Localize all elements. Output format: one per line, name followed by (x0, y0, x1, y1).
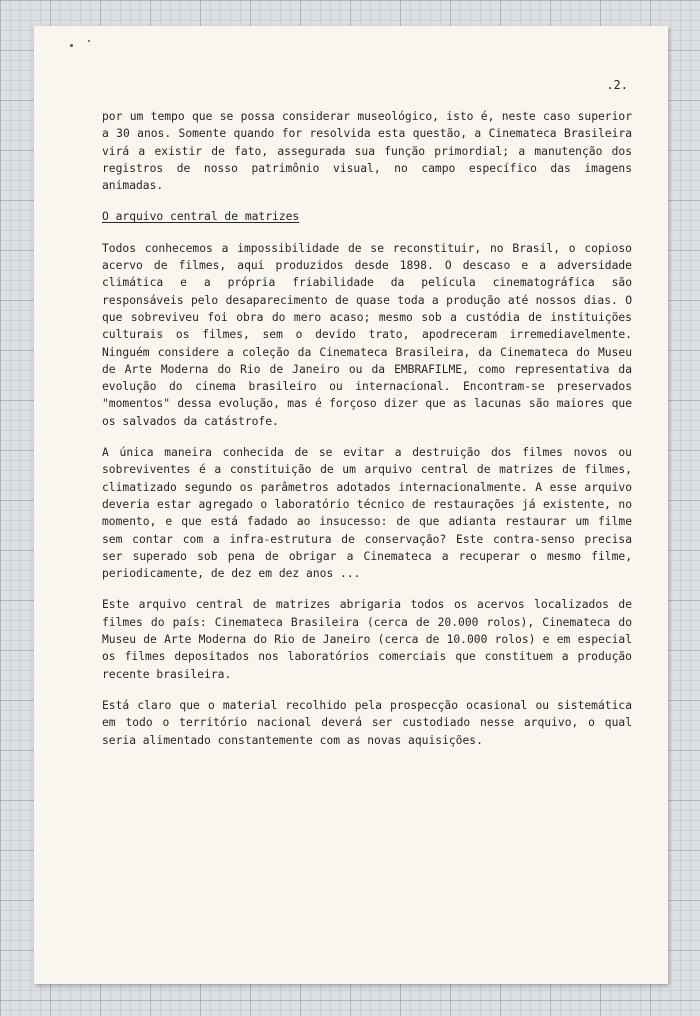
paper-speck (88, 40, 90, 42)
paragraph: A única maneira conhecida de se evitar a destruição dos filmes novos ou sobreviventes é a constituição de um arquivo central de matrizes de filmes, climatizado segundo os parâmetros adotados internacionalmente. A esse arquivo deveria estar agregado o laboratório técnico de restaurações já existente, no momento, e que está fadado ao insucesso: de que adianta restaurar um filme sem contar com a infra-estrutura de conservação? Este contra-senso precisa ser superado sob pena de obrigar a Cinemateca a recuperar o mesmo filme, periodicamente, de dez em dez anos ... (102, 446, 632, 581)
paragraph: Todos conhecemos a impossibilidade de se reconstituir, no Brasil, o copioso acervo de filmes, aqui produzidos desde 1898. O descaso e a adversidade climática e a própria friabilidade da película cinematográfica são responsáveis pelo desaparecimento de quase toda a produção até nossos dias. O que sobreviveu foi obra do mero acaso; mesmo sob a custódia de instituições culturais os filmes, sem o devido trato, apodreceram irremediavelmente. Ninguém considere a coleção da Cinemateca Brasileira, da Cinemateca do Museu de Arte Moderna do Rio de Janeiro ou da EMBRAFILME, como representativa da evolução do cinema brasileiro ou internacional. Encontram-se preservados "momentos" dessa evolução, mas é forçoso dizer que as lacunas são maiores que os salvados da catástrofe. (102, 241, 632, 428)
paragraph: Está claro que o material recolhido pela prospecção ocasional ou sistemática em todo o território nacional deverá ser custodiado nesse arquivo, o qual seria alimentado constantemente com as novas aquisições. (102, 698, 632, 747)
intro-paragraph: por um tempo que se possa considerar museológico, isto é, neste caso superior a 30 anos. Somente quando for resolvida esta questão, a Cinemateca Brasileira virá a existir de fato, assegurada sua função primordial; a manutenção dos registros de nosso patrimônio visual, no campo específico das imagens animadas. (102, 110, 632, 193)
page-number: .2. (606, 78, 628, 92)
paper-speck (70, 44, 73, 47)
paragraph: Este arquivo central de matrizes abrigaria todos os acervos localizados de filmes do país: Cinemateca Brasileira (cerca de 20.000 rolos), Cinemateca do Museu de Arte Moderna do Rio de Janeiro (cerca de 10.000 rolos) e em especial os filmes depositados nos laboratórios comerciais que constituem a produção recente brasileira. (102, 598, 632, 681)
document-body (102, 108, 632, 763)
section-heading: O arquivo central de matrizes (102, 210, 300, 224)
document-page (34, 26, 668, 984)
